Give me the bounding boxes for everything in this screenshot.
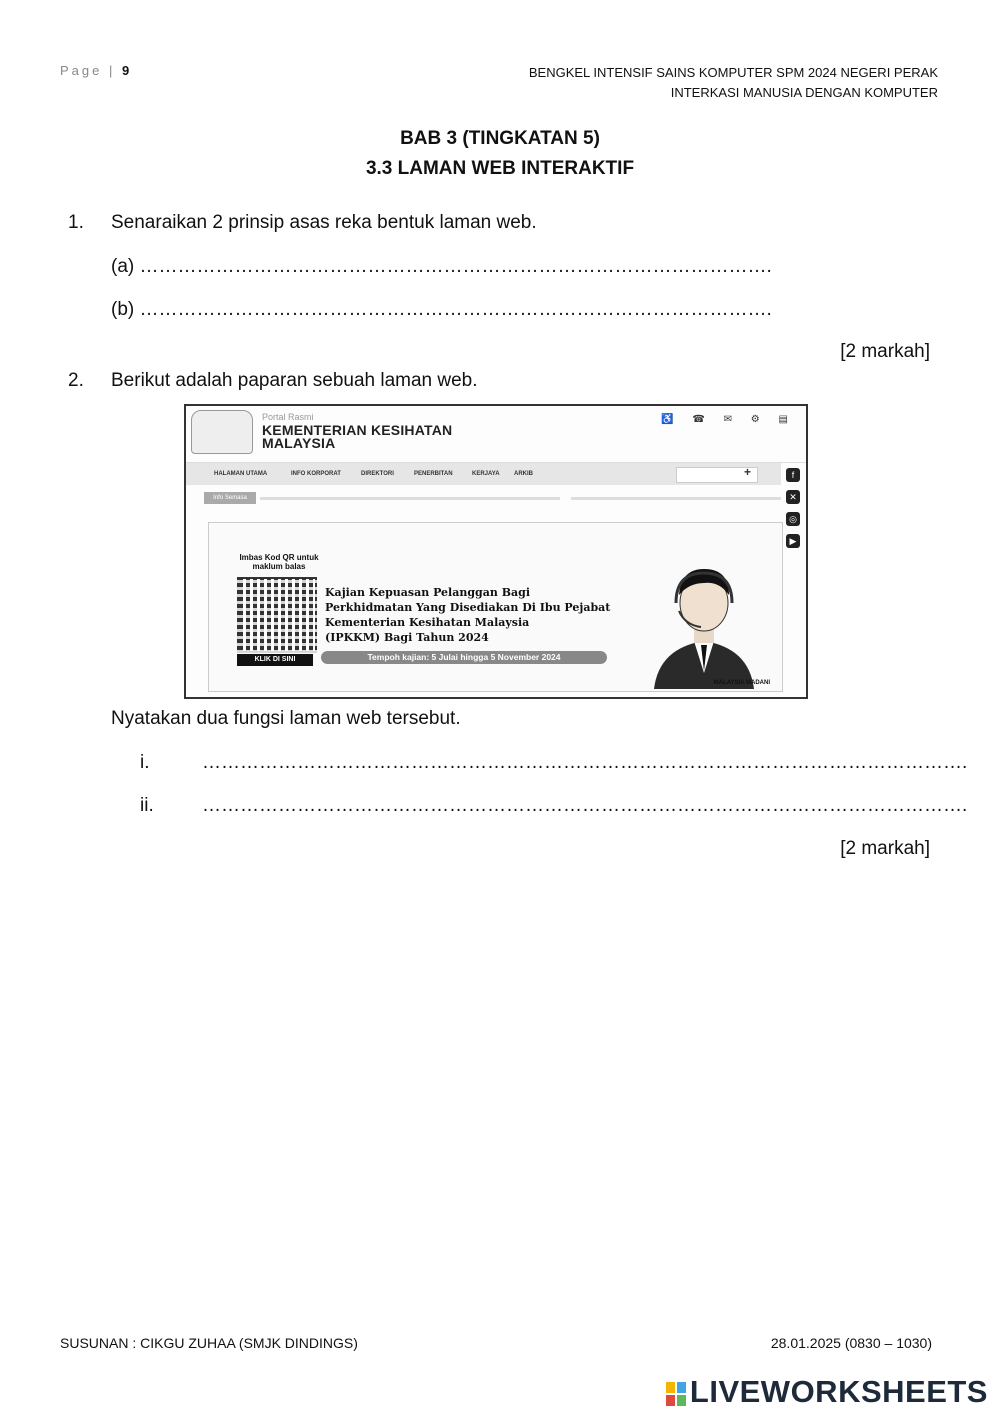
survey-period: Tempoh kajian: 5 Julai hingga 5 November 2024 (321, 651, 607, 664)
accessibility-icons: ♿ ☎ ✉ ⚙ ▤ (661, 414, 796, 425)
customer-service-person-icon (649, 553, 759, 689)
page-label: Page | (60, 63, 116, 78)
survey-line-1: Kajian Kepuasan Pelanggan Bagi (325, 586, 530, 599)
coat-of-arms-icon (191, 410, 253, 454)
ticker-text-2 (571, 497, 781, 500)
madani-logo: MALAYSIA MADANI (713, 680, 770, 686)
plus-icon: + (744, 465, 752, 479)
header-line-1: BENGKEL INTENSIF SAINS KOMPUTER SPM 2024 NEGERI PERAK (528, 65, 938, 80)
youtube-icon: ▶ (786, 534, 800, 548)
survey-banner (208, 522, 783, 692)
q2-i-blank[interactable]: …………………………………………………………………………………………………………. (202, 752, 968, 773)
nav-item: DIREKTORI (361, 471, 394, 477)
liveworksheets-text: LIVEWORKSHEETS (689, 1374, 988, 1409)
nav-item: ARKIB (514, 471, 533, 477)
page-number: 9 (121, 63, 130, 78)
qr-label: Imbas Kod QR untuk maklum balas (239, 553, 319, 571)
instagram-icon: ◎ (786, 512, 800, 526)
liveworksheets-logo[interactable] (666, 1374, 988, 1410)
q1-a-blank[interactable]: ………………………………………………………………………………………. (139, 256, 772, 277)
q2-i-label: i. (140, 752, 150, 773)
q1-number: 1. (68, 212, 84, 233)
nav-item: HALAMAN UTAMA (214, 471, 268, 477)
footer-author: SUSUNAN : CIKGU ZUHAA (SMJK DINDINGS) (60, 1335, 358, 1351)
q1-marks: [2 markah] (840, 341, 930, 362)
portal-label: Portal Rasmi (262, 412, 314, 422)
klik-button: KLIK DI SINI (237, 654, 313, 666)
survey-line-3: Kementerian Kesihatan Malaysia (325, 616, 530, 629)
header-title (529, 63, 938, 103)
page-number-label (60, 63, 129, 78)
q2-number: 2. (68, 370, 84, 391)
site-nav (186, 463, 781, 485)
nav-item: INFO KORPORAT (291, 471, 341, 477)
news-ticker (186, 492, 786, 506)
chapter-title: BAB 3 (TINGKATAN 5) (400, 128, 600, 149)
social-sidebar (786, 468, 802, 556)
site-header (186, 406, 806, 463)
q1-text: Senaraikan 2 prinsip asas reka bentuk laman web. (111, 212, 537, 233)
ministry-line-2: MALAYSIA (262, 435, 336, 451)
footer-date: 28.01.2025 (0830 – 1030) (770, 1335, 932, 1351)
q1-answer-a[interactable] (111, 256, 772, 278)
nav-item: PENERBITAN (414, 471, 453, 477)
q2-ii-label: ii. (140, 795, 154, 816)
q2-marks: [2 markah] (840, 838, 930, 859)
section-title (0, 124, 1000, 184)
q2-ii-blank[interactable]: …………………………………………………………………………………………………………. (202, 795, 968, 816)
liveworksheets-icon (666, 1382, 686, 1406)
q2-text: Berikut adalah paparan sebuah laman web. (111, 370, 478, 391)
website-screenshot (184, 404, 808, 699)
ticker-label: Info Semasa (204, 492, 256, 504)
ticker-text (260, 497, 560, 500)
facebook-icon: f (786, 468, 800, 482)
header-line-2: INTERKASI MANUSIA DENGAN KOMPUTER (670, 85, 938, 100)
survey-line-2: Perkhidmatan Yang Disediakan Di Ibu Pejabat (325, 601, 611, 614)
q1-b-label: (b) (111, 299, 135, 320)
q1-answer-b[interactable] (111, 299, 772, 321)
ministry-line-1: KEMENTERIAN KESIHATAN (262, 422, 453, 438)
q2-instruction: Nyatakan dua fungsi laman web tersebut. (111, 708, 461, 729)
survey-line-4: (IPKKM) Bagi Tahun 2024 (325, 631, 489, 644)
survey-title (325, 585, 610, 645)
q1-b-blank[interactable]: ………………………………………………………………………………………. (139, 299, 772, 320)
x-icon: ✕ (786, 490, 800, 504)
nav-item: KERJAYA (472, 471, 500, 477)
ministry-name (262, 424, 452, 450)
qr-pattern (237, 577, 317, 653)
topic-title: 3.3 LAMAN WEB INTERAKTIF (365, 158, 635, 179)
q1-a-label: (a) (111, 256, 135, 277)
